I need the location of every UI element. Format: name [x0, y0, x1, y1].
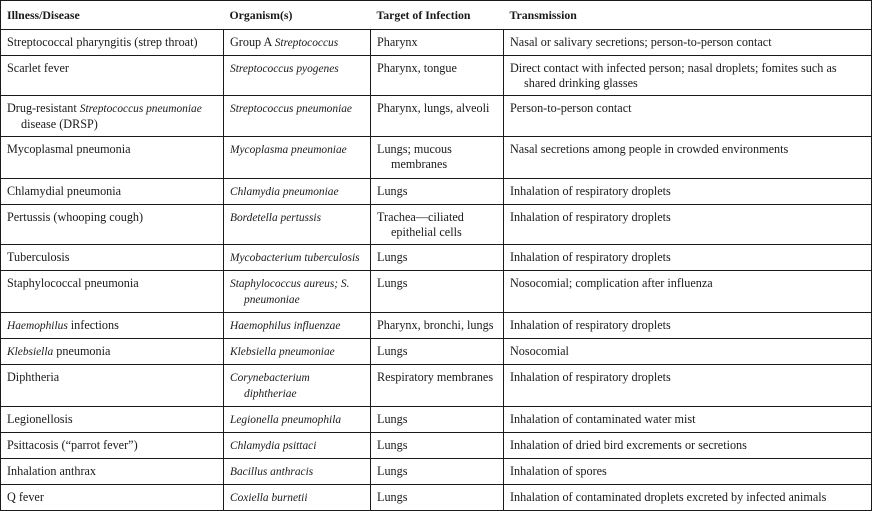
cell-organism [224, 56, 371, 96]
cell-target [371, 313, 504, 339]
cell-illness [1, 459, 224, 485]
organism-text [230, 370, 364, 402]
table-row [1, 179, 872, 205]
organism-italic: Chlamydia pneumoniae [230, 186, 339, 198]
cell-organism [224, 407, 371, 433]
table-row [1, 205, 872, 245]
target-text: Lungs [377, 276, 408, 290]
illness-plain: Tuberculosis [7, 250, 70, 264]
illness-plain: Diphtheria [7, 370, 60, 384]
organism-italic: Bordetella pertussis [230, 212, 322, 224]
illness-plain: Inhalation anthrax [7, 464, 97, 478]
organism-italic: Mycobacterium tuberculosis [230, 252, 360, 264]
cell-organism [224, 433, 371, 459]
cell-organism [224, 96, 371, 137]
illness-text [7, 184, 217, 200]
header-illness: Illness/Disease [1, 1, 224, 30]
cell-illness [1, 96, 224, 137]
organism-italic: Mycoplasma pneumoniae [230, 144, 347, 156]
table-row [1, 245, 872, 271]
cell-transmission [504, 137, 872, 179]
target-text: Trachea—ciliated epithelial cells [377, 210, 464, 239]
table-row [1, 96, 872, 137]
illness-plain: Mycoplasmal pneumonia [7, 142, 131, 156]
illness-suffix: infections [67, 318, 119, 332]
transmission-text: Inhalation of contaminated droplets excreted by infected animals [510, 490, 827, 504]
cell-illness [1, 313, 224, 339]
illness-text [7, 101, 217, 132]
transmission-text: Inhalation of dried bird excrements or secretions [510, 438, 747, 452]
target-text: Lungs [377, 184, 408, 198]
organism-italic: Streptococcus pneumoniae [230, 103, 352, 115]
illness-text [7, 490, 217, 506]
cell-target [371, 56, 504, 96]
organism-italic: Coxiella burnetii [230, 492, 308, 504]
transmission-text: Inhalation of spores [510, 464, 607, 478]
cell-target [371, 30, 504, 56]
illness-text [7, 250, 217, 266]
illness-suffix: disease (DRSP) [21, 117, 98, 131]
cell-target [371, 137, 504, 179]
cell-organism [224, 365, 371, 407]
target-text: Lungs [377, 490, 408, 504]
transmission-text: Nosocomial [510, 344, 569, 358]
table-row [1, 313, 872, 339]
transmission-text: Nosocomial; complication after influenza [510, 276, 713, 290]
cell-illness [1, 365, 224, 407]
transmission-text: Inhalation of respiratory droplets [510, 210, 671, 224]
organism-italic: Corynebacterium diphtheriae [230, 372, 310, 400]
header-row [1, 1, 872, 30]
cell-illness [1, 30, 224, 56]
organism-text [230, 61, 364, 77]
cell-organism [224, 339, 371, 365]
target-text: Pharynx, tongue [377, 61, 457, 75]
cell-illness [1, 137, 224, 179]
illness-plain: Staphylococcal pneumonia [7, 276, 139, 290]
target-text: Lungs [377, 250, 408, 264]
cell-illness [1, 179, 224, 205]
cell-transmission [504, 313, 872, 339]
cell-organism [224, 245, 371, 271]
cell-target [371, 271, 504, 313]
cell-target [371, 205, 504, 245]
cell-organism [224, 137, 371, 179]
illness-plain: Pertussis (whooping cough) [7, 210, 144, 224]
organism-text [230, 412, 364, 428]
transmission-text: Inhalation of respiratory droplets [510, 184, 671, 198]
target-text: Lungs [377, 464, 408, 478]
illness-text [7, 276, 217, 292]
illness-plain: Streptococcal pharyngitis (strep throat) [7, 35, 198, 49]
cell-illness [1, 339, 224, 365]
table-row [1, 30, 872, 56]
cell-organism [224, 30, 371, 56]
cell-organism [224, 179, 371, 205]
cell-illness [1, 485, 224, 511]
cell-transmission [504, 271, 872, 313]
illness-text [7, 438, 217, 454]
cell-transmission [504, 339, 872, 365]
transmission-text: Person-to-person contact [510, 101, 632, 115]
table-row [1, 485, 872, 511]
cell-transmission [504, 365, 872, 407]
illness-text [7, 35, 217, 51]
cell-transmission [504, 179, 872, 205]
table-row [1, 459, 872, 485]
target-text: Pharynx, lungs, alveoli [377, 101, 490, 115]
cell-illness [1, 56, 224, 96]
organism-text [230, 318, 364, 334]
illness-suffix: pneumonia [53, 344, 111, 358]
organism-text [230, 101, 364, 117]
cell-transmission [504, 245, 872, 271]
target-text: Pharynx, bronchi, lungs [377, 318, 494, 332]
cell-transmission [504, 96, 872, 137]
cell-illness [1, 433, 224, 459]
header-target: Target of Infection [371, 1, 504, 30]
table-row [1, 137, 872, 179]
transmission-text: Direct contact with infected person; nasal droplets; fomites such as shared drinking glasses [510, 61, 837, 90]
illness-text [7, 412, 217, 428]
cell-organism [224, 205, 371, 245]
header-organisms: Organism(s) [224, 1, 371, 30]
cell-target [371, 339, 504, 365]
cell-organism [224, 485, 371, 511]
table-row [1, 407, 872, 433]
table-row [1, 433, 872, 459]
target-text: Lungs; mucous membranes [377, 142, 452, 171]
cell-target [371, 179, 504, 205]
illness-italic: Haemophilus [7, 320, 68, 332]
table-row [1, 271, 872, 313]
cell-transmission [504, 205, 872, 245]
target-text: Pharynx [377, 35, 418, 49]
organism-text [230, 276, 364, 308]
cell-transmission [504, 56, 872, 96]
illness-text [7, 370, 217, 386]
organism-text [230, 142, 364, 158]
organism-text [230, 464, 364, 480]
cell-illness [1, 271, 224, 313]
table-row [1, 339, 872, 365]
organism-italic: Haemophilus influenzae [230, 320, 341, 332]
organism-text [230, 35, 364, 51]
cell-illness [1, 205, 224, 245]
target-text: Lungs [377, 438, 408, 452]
illness-plain: Q fever [7, 490, 44, 504]
organism-italic: Streptococcus pyogenes [230, 63, 339, 75]
organism-plain: Group A [230, 35, 275, 49]
organism-italic: Bacillus anthracis [230, 466, 314, 478]
illness-text [7, 344, 217, 360]
illness-italic: Klebsiella [7, 346, 54, 358]
organism-text [230, 490, 364, 506]
organism-italic: Chlamydia psittaci [230, 440, 317, 452]
cell-organism [224, 271, 371, 313]
illness-text [7, 464, 217, 480]
organism-text [230, 438, 364, 454]
cell-transmission [504, 459, 872, 485]
organism-italic: Klebsiella pneumoniae [230, 346, 335, 358]
cell-organism [224, 459, 371, 485]
illness-plain: Scarlet fever [7, 61, 69, 75]
cell-target [371, 485, 504, 511]
illness-text [7, 61, 217, 77]
transmission-text: Nasal or salivary secretions; person-to-person contact [510, 35, 772, 49]
illness-plain: Legionellosis [7, 412, 73, 426]
cell-target [371, 407, 504, 433]
illness-text [7, 142, 217, 158]
cell-transmission [504, 485, 872, 511]
illness-plain: Drug-resistant [7, 101, 80, 115]
cell-target [371, 96, 504, 137]
cell-transmission [504, 433, 872, 459]
table-row [1, 365, 872, 407]
cell-target [371, 365, 504, 407]
organism-text [230, 210, 364, 226]
cell-transmission [504, 30, 872, 56]
cell-organism [224, 313, 371, 339]
illness-plain: Chlamydial pneumonia [7, 184, 122, 198]
target-text: Lungs [377, 344, 408, 358]
target-text: Respiratory membranes [377, 370, 494, 384]
illness-plain: Psittacosis (“parrot fever”) [7, 438, 138, 452]
transmission-text: Inhalation of respiratory droplets [510, 318, 671, 332]
cell-target [371, 245, 504, 271]
transmission-text: Nasal secretions among people in crowded environments [510, 142, 789, 156]
target-text: Lungs [377, 412, 408, 426]
organism-italic: Legionella pneumophila [230, 414, 342, 426]
organism-text [230, 250, 364, 266]
table-row [1, 56, 872, 96]
transmission-text: Inhalation of contaminated water mist [510, 412, 696, 426]
illness-text [7, 210, 217, 226]
organism-italic: Staphylococcus aureus; S. pneumoniae [230, 278, 350, 306]
organism-text [230, 184, 364, 200]
illness-italic: Streptococcus pneumoniae [79, 103, 202, 115]
cell-illness [1, 407, 224, 433]
organism-italic: Streptococcus [274, 37, 339, 49]
header-transmission: Transmission [504, 1, 872, 30]
cell-illness [1, 245, 224, 271]
cell-target [371, 459, 504, 485]
cell-transmission [504, 407, 872, 433]
organism-text [230, 344, 364, 360]
cell-target [371, 433, 504, 459]
transmission-text: Inhalation of respiratory droplets [510, 370, 671, 384]
illness-text [7, 318, 217, 334]
transmission-text: Inhalation of respiratory droplets [510, 250, 671, 264]
